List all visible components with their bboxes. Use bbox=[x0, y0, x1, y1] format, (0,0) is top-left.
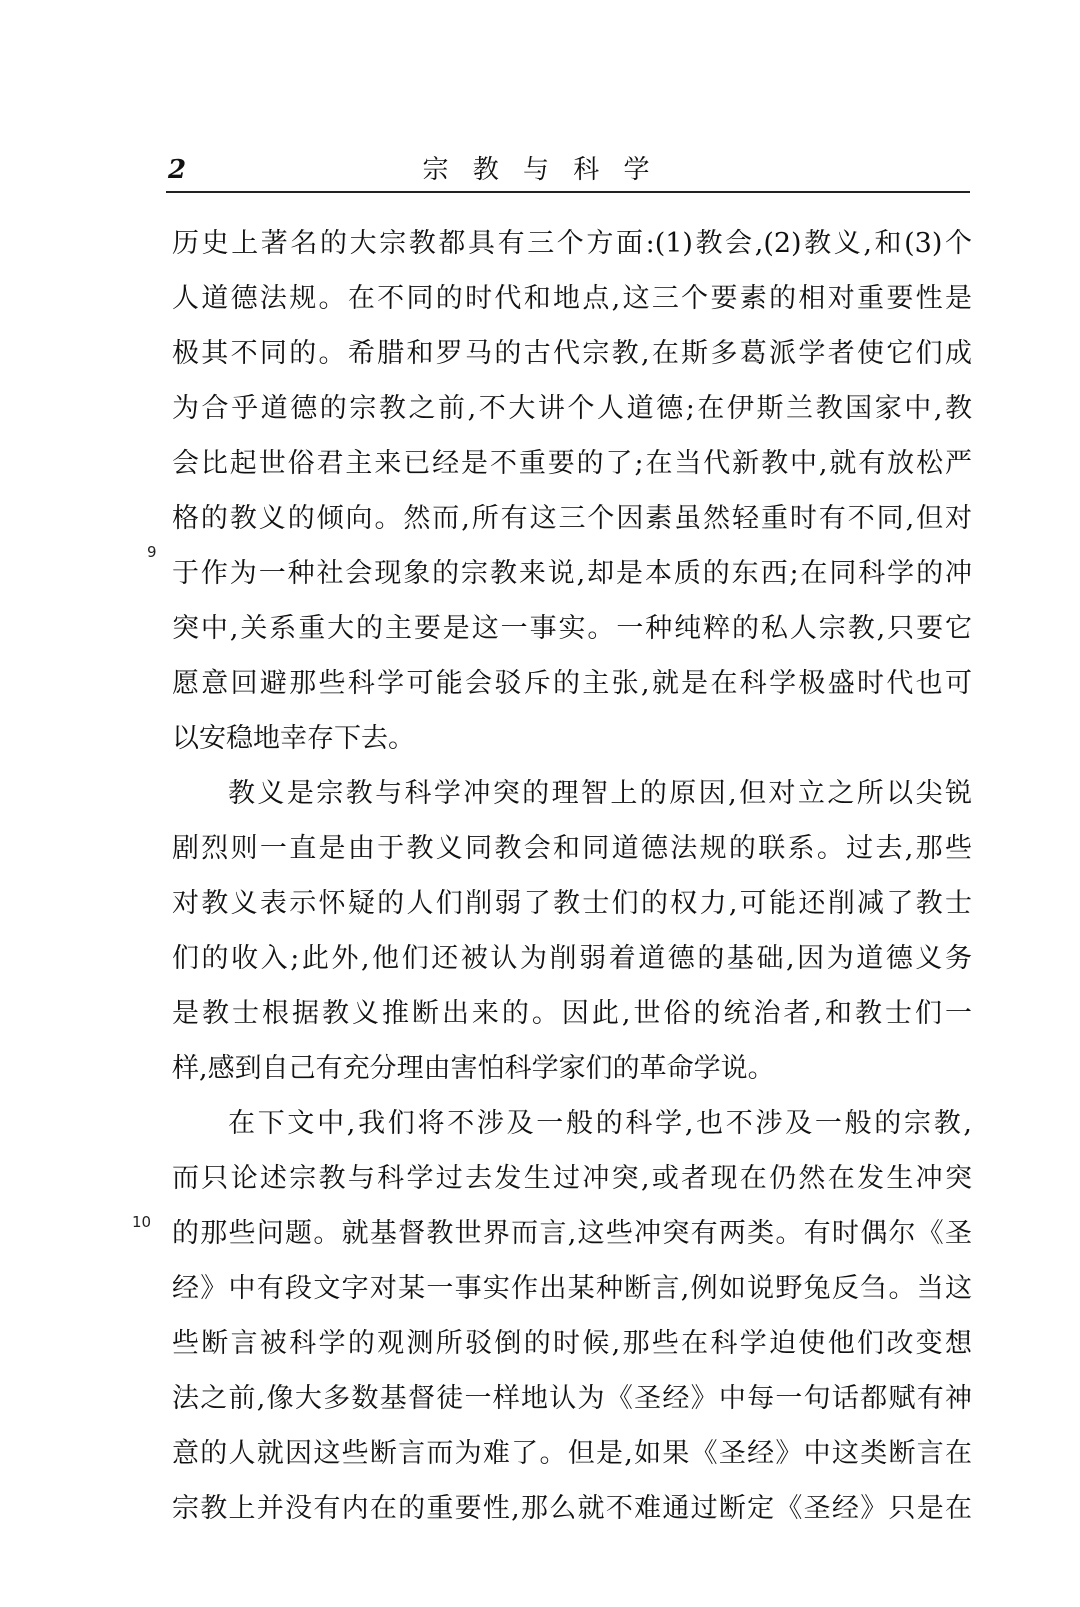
text-line: 意的人就因这些断言而为难了。但是,如果《圣经》中这类断言在 bbox=[172, 1438, 972, 1469]
page-number: 2 bbox=[168, 155, 187, 185]
text-line: 法之前,像大多数基督徒一样地认为《圣经》中每一句话都赋有神 bbox=[172, 1383, 972, 1414]
text-line: 的那些问题。就基督教世界而言,这些冲突有两类。有时偶尔《圣 bbox=[172, 1218, 972, 1249]
text-line: 会比起世俗君主来已经是不重要的了;在当代新教中,就有放松严 bbox=[172, 448, 972, 479]
text-line: 于作为一种社会现象的宗教来说,却是本质的东西;在同科学的冲 bbox=[172, 558, 972, 589]
text-line: 而只论述宗教与科学过去发生过冲突,或者现在仍然在发生冲突 bbox=[172, 1163, 972, 1194]
text-line: 极其不同的。希腊和罗马的古代宗教,在斯多葛派学者使它们成 bbox=[172, 338, 972, 369]
text-line: 些断言被科学的观测所驳倒的时候,那些在科学迫使他们改变想 bbox=[172, 1328, 972, 1359]
header-rule bbox=[166, 191, 970, 193]
text-line: 历史上著名的大宗教都具有三个方面:(1)教会,(2)教义,和(3)个 bbox=[172, 228, 972, 259]
text-line: 突中,关系重大的主要是这一事实。一种纯粹的私人宗教,只要它 bbox=[172, 613, 972, 644]
text-line: 宗教上并没有内在的重要性,那么就不难通过断定《圣经》只是在 bbox=[172, 1493, 972, 1524]
text-line: 剧烈则一直是由于教义同教会和同道德法规的联系。过去,那些 bbox=[172, 833, 972, 864]
text-line: 对教义表示怀疑的人们削弱了教士们的权力,可能还削减了教士 bbox=[172, 888, 972, 919]
text-line: 为合乎道德的宗教之前,不大讲个人道德;在伊斯兰教国家中,教 bbox=[172, 393, 972, 424]
text-line: 是教士根据教义推断出来的。因此,世俗的统治者,和教士们一 bbox=[172, 998, 972, 1029]
text-line: 在下文中,我们将不涉及一般的科学,也不涉及一般的宗教, bbox=[228, 1108, 972, 1139]
text-line: 经》中有段文字对某一事实作出某种断言,例如说野兔反刍。当这 bbox=[172, 1273, 972, 1304]
text-line: 格的教义的倾向。然而,所有这三个因素虽然轻重时有不同,但对 bbox=[172, 503, 972, 534]
margin-note-number: 9 bbox=[147, 543, 157, 561]
text-line: 样,感到自己有充分理由害怕科学家们的革命学说。 bbox=[172, 1053, 775, 1084]
text-line: 教义是宗教与科学冲突的理智上的原因,但对立之所以尖锐 bbox=[228, 778, 972, 809]
text-line: 人道德法规。在不同的时代和地点,这三个要素的相对重要性是 bbox=[172, 283, 972, 314]
text-line: 们的收入;此外,他们还被认为削弱着道德的基础,因为道德义务 bbox=[172, 943, 972, 974]
running-head-title: 宗 教 与 科 学 bbox=[422, 155, 658, 185]
text-line: 愿意回避那些科学可能会驳斥的主张,就是在科学极盛时代也可 bbox=[172, 668, 972, 699]
text-line: 以安稳地幸存下去。 bbox=[172, 723, 415, 754]
margin-note-number: 10 bbox=[132, 1213, 152, 1231]
